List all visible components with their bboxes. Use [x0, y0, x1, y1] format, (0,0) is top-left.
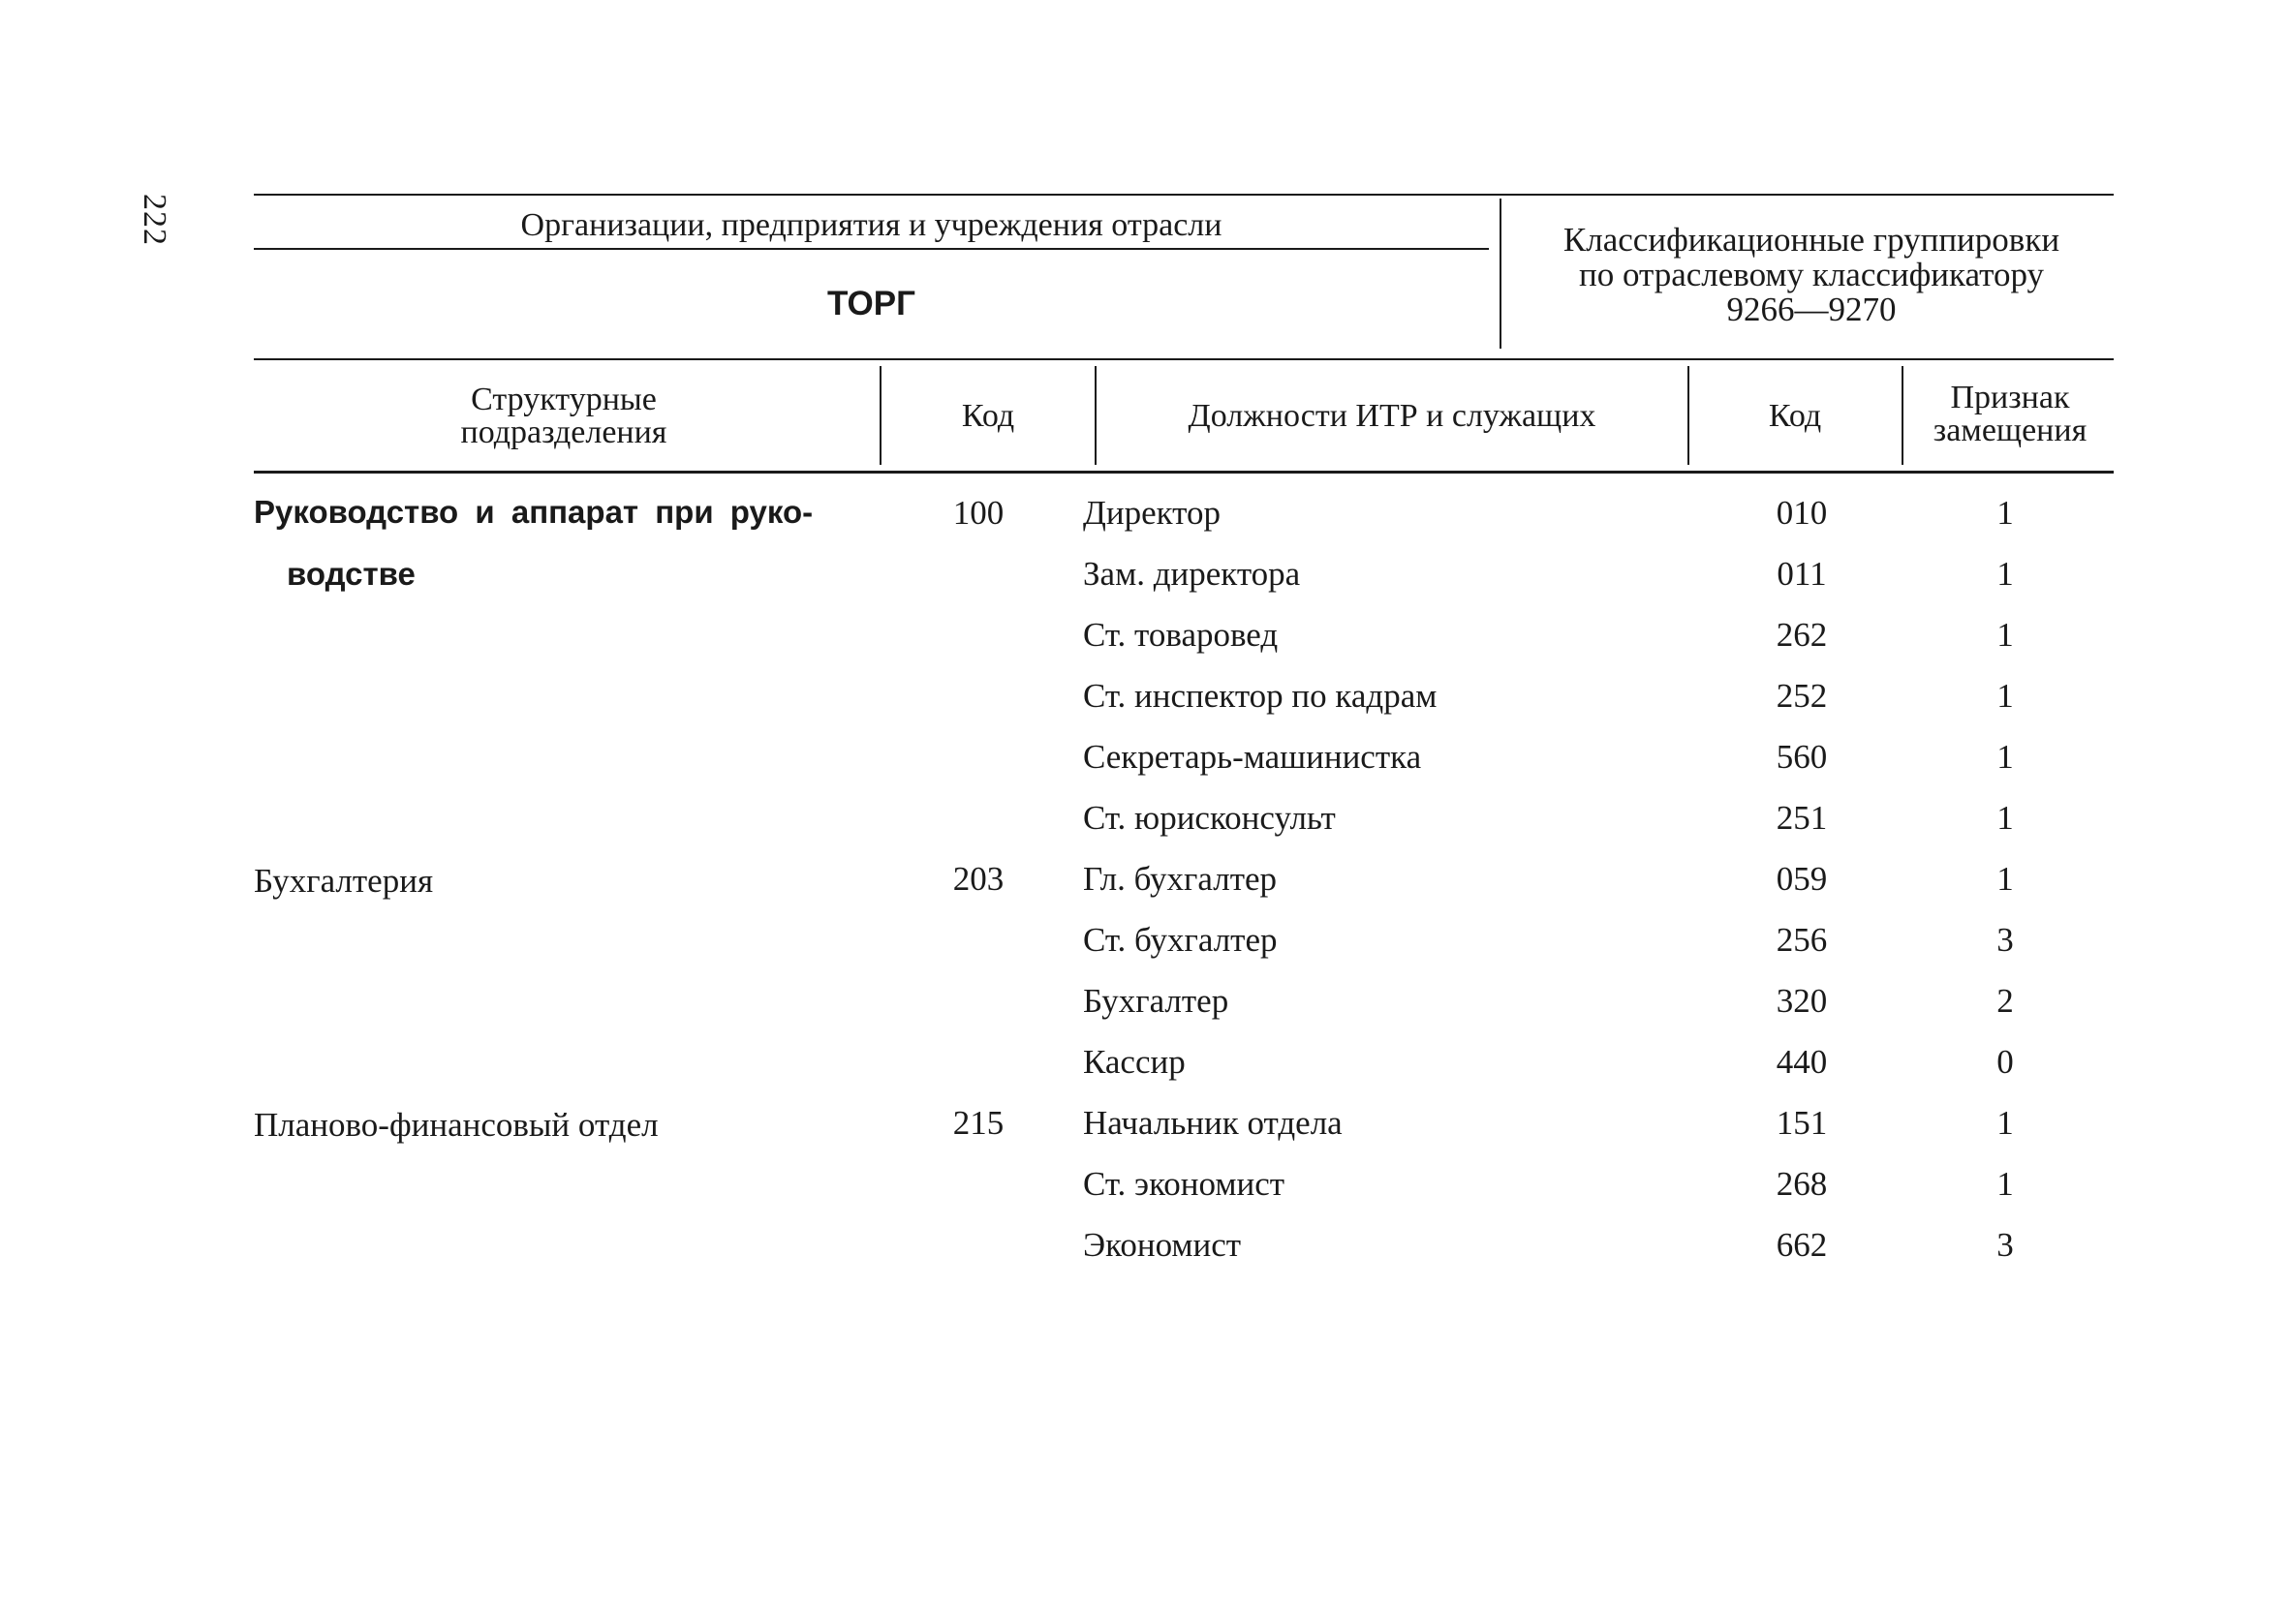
table-row — [0, 496, 2289, 554]
position-code: 440 — [1776, 1043, 1828, 1081]
position-title: Кассир — [1083, 1043, 1186, 1081]
position-code: 011 — [1777, 555, 1827, 593]
header-divider — [1500, 199, 1501, 349]
col-header-sign-line1: Признак — [1950, 380, 2070, 415]
department-2-name: Бухгалтерия — [254, 862, 434, 900]
position-code: 151 — [1776, 1104, 1828, 1142]
department-2-code: 203 — [952, 860, 1005, 898]
table-row — [0, 862, 2289, 920]
org-title-rule — [254, 248, 1489, 250]
table-row — [0, 618, 2289, 676]
table-row — [0, 679, 2289, 737]
position-title: Секретарь-машинистка — [1083, 738, 1422, 776]
table-row — [0, 923, 2289, 981]
position-title: Директор — [1083, 494, 1222, 532]
table-row — [0, 740, 2289, 798]
department-3-name: Планово-финансовый отдел — [254, 1106, 659, 1144]
org-name: ТОРГ — [827, 285, 915, 322]
org-title: Организации, предприятия и учреждения отрасли — [520, 207, 1222, 243]
position-title: Бухгалтер — [1083, 982, 1229, 1020]
replacement-sign: 1 — [1996, 616, 2014, 654]
position-title: Ст. инспектор по кадрам — [1083, 677, 1438, 715]
position-code: 268 — [1776, 1165, 1828, 1203]
position-code: 256 — [1776, 921, 1828, 959]
header-top-rule — [254, 194, 2114, 196]
col-header-sign — [1903, 382, 2117, 447]
classification-line-1: Классификационные группировки — [1562, 221, 2060, 259]
col-header-code1: Код — [961, 398, 1015, 434]
position-code: 560 — [1776, 738, 1828, 776]
position-code: 262 — [1776, 616, 1828, 654]
position-code: 252 — [1776, 677, 1828, 715]
position-code: 010 — [1776, 494, 1828, 532]
position-title: Ст. юрисконсульт — [1083, 799, 1336, 837]
replacement-sign: 1 — [1996, 494, 2014, 532]
replacement-sign: 1 — [1996, 555, 2014, 593]
table-row — [0, 1045, 2289, 1103]
position-code: 059 — [1776, 860, 1828, 898]
position-title: Ст. экономист — [1083, 1165, 1285, 1203]
replacement-sign: 3 — [1996, 921, 2014, 959]
replacement-sign: 3 — [1996, 1226, 2014, 1264]
position-title: Начальник отдела — [1083, 1104, 1343, 1142]
department-1-name: Руководство и аппарат при руко- — [254, 494, 814, 530]
replacement-sign: 1 — [1996, 1165, 2014, 1203]
col-header-sign-line2: замещения — [1933, 413, 2088, 448]
department-3-code: 215 — [952, 1104, 1005, 1142]
table-row — [0, 1106, 2289, 1164]
col-header-units-line1: Структурные — [471, 382, 657, 417]
position-title: Гл. бухгалтер — [1083, 860, 1278, 898]
replacement-sign: 1 — [1996, 738, 2014, 776]
col-header-positions: Должности ИТР и служащих — [1188, 398, 1596, 434]
replacement-sign: 2 — [1996, 982, 2014, 1020]
page-number: 222 — [137, 194, 172, 246]
position-code: 662 — [1776, 1226, 1828, 1264]
col-header-units-line2: подразделения — [460, 414, 667, 450]
col-header-code2: Код — [1768, 398, 1822, 434]
columns-top-rule — [254, 358, 2114, 360]
table-row — [0, 984, 2289, 1042]
columns-bottom-rule — [254, 471, 2114, 474]
table-row — [0, 1228, 2289, 1286]
classification-line-2: по отраслевому классификатору — [1578, 256, 2045, 293]
position-title: Зам. директора — [1083, 555, 1301, 593]
table-row — [0, 801, 2289, 859]
classification-line-3: 9266—9270 — [1726, 291, 1897, 328]
position-code: 251 — [1776, 799, 1828, 837]
replacement-sign: 0 — [1996, 1043, 2014, 1081]
position-title: Ст. товаровед — [1083, 616, 1279, 654]
col-header-units — [254, 383, 874, 449]
position-title: Ст. бухгалтер — [1083, 921, 1278, 959]
position-title: Экономист — [1083, 1226, 1242, 1264]
table-row — [0, 557, 2289, 615]
replacement-sign: 1 — [1996, 799, 2014, 837]
department-1-name-cont: водстве — [287, 556, 416, 592]
department-1-code: 100 — [952, 494, 1005, 532]
classification-block — [1511, 223, 2112, 327]
replacement-sign: 1 — [1996, 677, 2014, 715]
position-code: 320 — [1776, 982, 1828, 1020]
replacement-sign: 1 — [1996, 860, 2014, 898]
replacement-sign: 1 — [1996, 1104, 2014, 1142]
table-row — [0, 1167, 2289, 1225]
